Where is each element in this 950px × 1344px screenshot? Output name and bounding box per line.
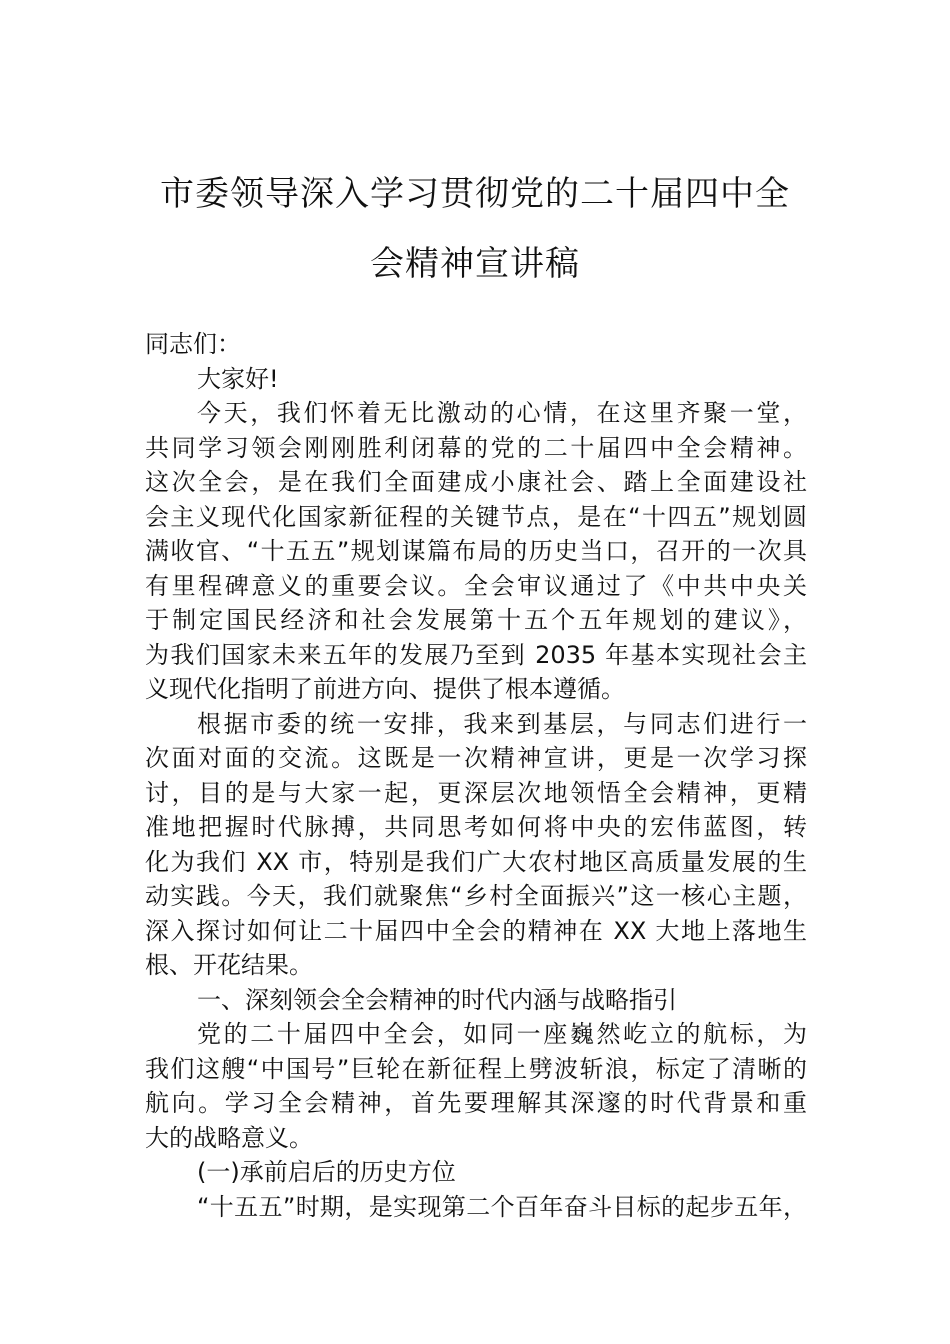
text-line: 同志们：: [145, 330, 241, 358]
text-line: 有里程碑意义的重要会议。全会审议通过了《中共中央关: [145, 571, 807, 600]
text-line: (一)承前启后的历史方位: [197, 1158, 456, 1186]
text-line: 义现代化指明了前进方向、提供了根本遵循。: [145, 675, 625, 703]
text-line: 于制定国民经济和社会发展第十五个五年规划的建议》，: [145, 606, 807, 634]
text-line: 满收官、“十五五”规划谋篇布局的历史当口，召开的一次具: [145, 537, 807, 565]
text-line: 动实践。今天，我们就聚焦“乡村全面振兴”这一核心主题，: [145, 882, 807, 910]
text-line: 准地把握时代脉搏，共同思考如何将中央的宏伟蓝图，转: [145, 813, 807, 841]
text-line: 会主义现代化国家新征程的关键节点，是在“十四五”规划圆: [145, 502, 807, 531]
document-body: [145, 327, 807, 1224]
text-line: 深入探讨如何让二十届四中全会的精神在 XX 大地上落地生: [145, 916, 807, 945]
text-line: 根、开花结果。: [145, 951, 313, 979]
text-line: 今天，我们怀着无比激动的心情，在这里齐聚一堂，: [197, 399, 807, 427]
text-line: 党的二十届四中全会，如同一座巍然屹立的航标，为: [197, 1020, 807, 1048]
text-line: 航向。学习全会精神，首先要理解其深邃的时代背景和重: [145, 1089, 807, 1117]
text-line: 共同学习领会刚刚胜利闭幕的党的二十届四中全会精神。: [145, 433, 807, 462]
text-line: 为我们国家未来五年的发展乃至到 2035 年基本实现社会主: [145, 640, 807, 669]
text-line: “十五五”时期，是实现第二个百年奋斗目标的起步五年，: [197, 1192, 807, 1221]
text-line: 一、深刻领会全会精神的时代内涵与战略指引: [197, 985, 677, 1014]
text-line: 大家好!: [197, 364, 279, 393]
text-line: 次面对面的交流。这既是一次精神宣讲，更是一次学习探: [145, 744, 807, 772]
document-title-line-2: 会精神宣讲稿: [370, 244, 580, 284]
text-line: 化为我们 XX 市，特别是我们广大农村地区高质量发展的生: [145, 847, 807, 876]
text-line: 讨，目的是与大家一起，更深层次地领悟全会精神，更精: [145, 778, 807, 807]
text-line: 我们这艘“中国号”巨轮在新征程上劈波斩浪，标定了清晰的: [145, 1054, 807, 1083]
text-line: 这次全会，是在我们全面建成小康社会、踏上全面建设社: [145, 468, 807, 496]
document-title-line-1: 市委领导深入学习贯彻党的二十届四中全: [160, 174, 790, 214]
text-line: 大的战略意义。: [145, 1123, 313, 1152]
text-line: 根据市委的统一安排，我来到基层，与同志们进行一: [197, 709, 807, 738]
